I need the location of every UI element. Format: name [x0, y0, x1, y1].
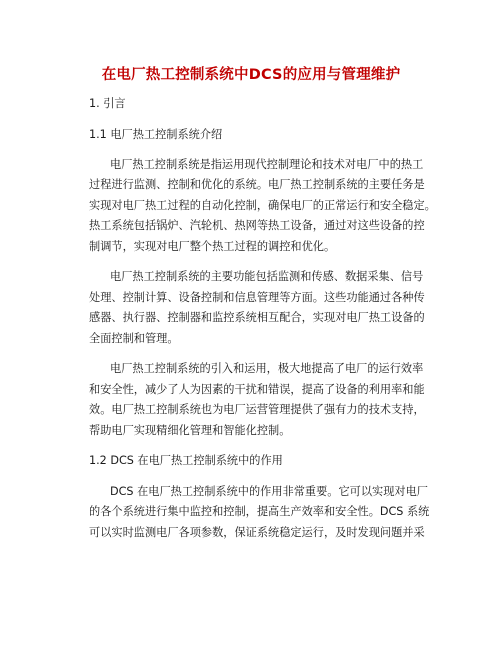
paragraph-1-line: 实现对电厂热工过程的自动化控制，确保电厂的正常运行和安全稳定。 — [89, 199, 436, 212]
paragraph-2-line: 全面控制和管理。 — [89, 332, 179, 345]
paragraph-3-line: 帮助电厂实现精细化管理和智能化控制。 — [89, 424, 291, 437]
section-heading-1-2: 1.2 DCS 在电厂热工控制系统中的作用 — [89, 454, 283, 467]
paragraph-4-line: DCS 在电厂热工控制系统中的作用非常重要。它可以实现对电厂 — [110, 485, 428, 498]
document-title: 在电厂热工控制系统中DCS的应用与管理维护 — [101, 67, 401, 83]
paragraph-3-line: 效。电厂热工控制系统也为电厂运营管理提供了强有力的技术支持， — [89, 403, 425, 416]
section-heading-1: 1. 引言 — [89, 97, 126, 110]
paragraph-3-line: 和安全性，减少了人为因素的干扰和错误，提高了设备的利用率和能 — [89, 383, 425, 396]
paragraph-2-line: 感器、执行器、控制器和监控系统相互配合，实现对电厂热工设备的 — [89, 311, 425, 324]
paragraph-2-line: 处理、控制计算、设备控制和信息管理等方面。这些功能通过各种传 — [89, 291, 425, 304]
paragraph-4-line: 可以实时监测电厂各项参数，保证系统稳定运行，及时发现问题并采 — [89, 526, 425, 539]
paragraph-1-line: 热工系统包括锅炉、汽轮机、热网等热工设备，通过对这些设备的控 — [89, 219, 425, 232]
section-heading-1-1: 1.1 电厂热工控制系统介绍 — [89, 128, 223, 141]
paragraph-2-line: 电厂热工控制系统的主要功能包括监测和传感、数据采集、信号 — [110, 270, 424, 283]
paragraph-1-line: 电厂热工控制系统是指运用现代控制理论和技术对电厂中的热工 — [110, 158, 424, 171]
paragraph-1-line: 过程进行监测、控制和优化的系统。电厂热工控制系统的主要任务是 — [89, 178, 425, 191]
paragraph-4-line: 的各个系统进行集中监控和控制，提高生产效率和安全性。DCS 系统 — [89, 505, 430, 518]
paragraph-1-line: 制调节，实现对电厂整个热工过程的调控和优化。 — [89, 240, 336, 253]
paragraph-3-line: 电厂热工控制系统的引入和运用，极大地提高了电厂的运行效率 — [110, 362, 424, 375]
